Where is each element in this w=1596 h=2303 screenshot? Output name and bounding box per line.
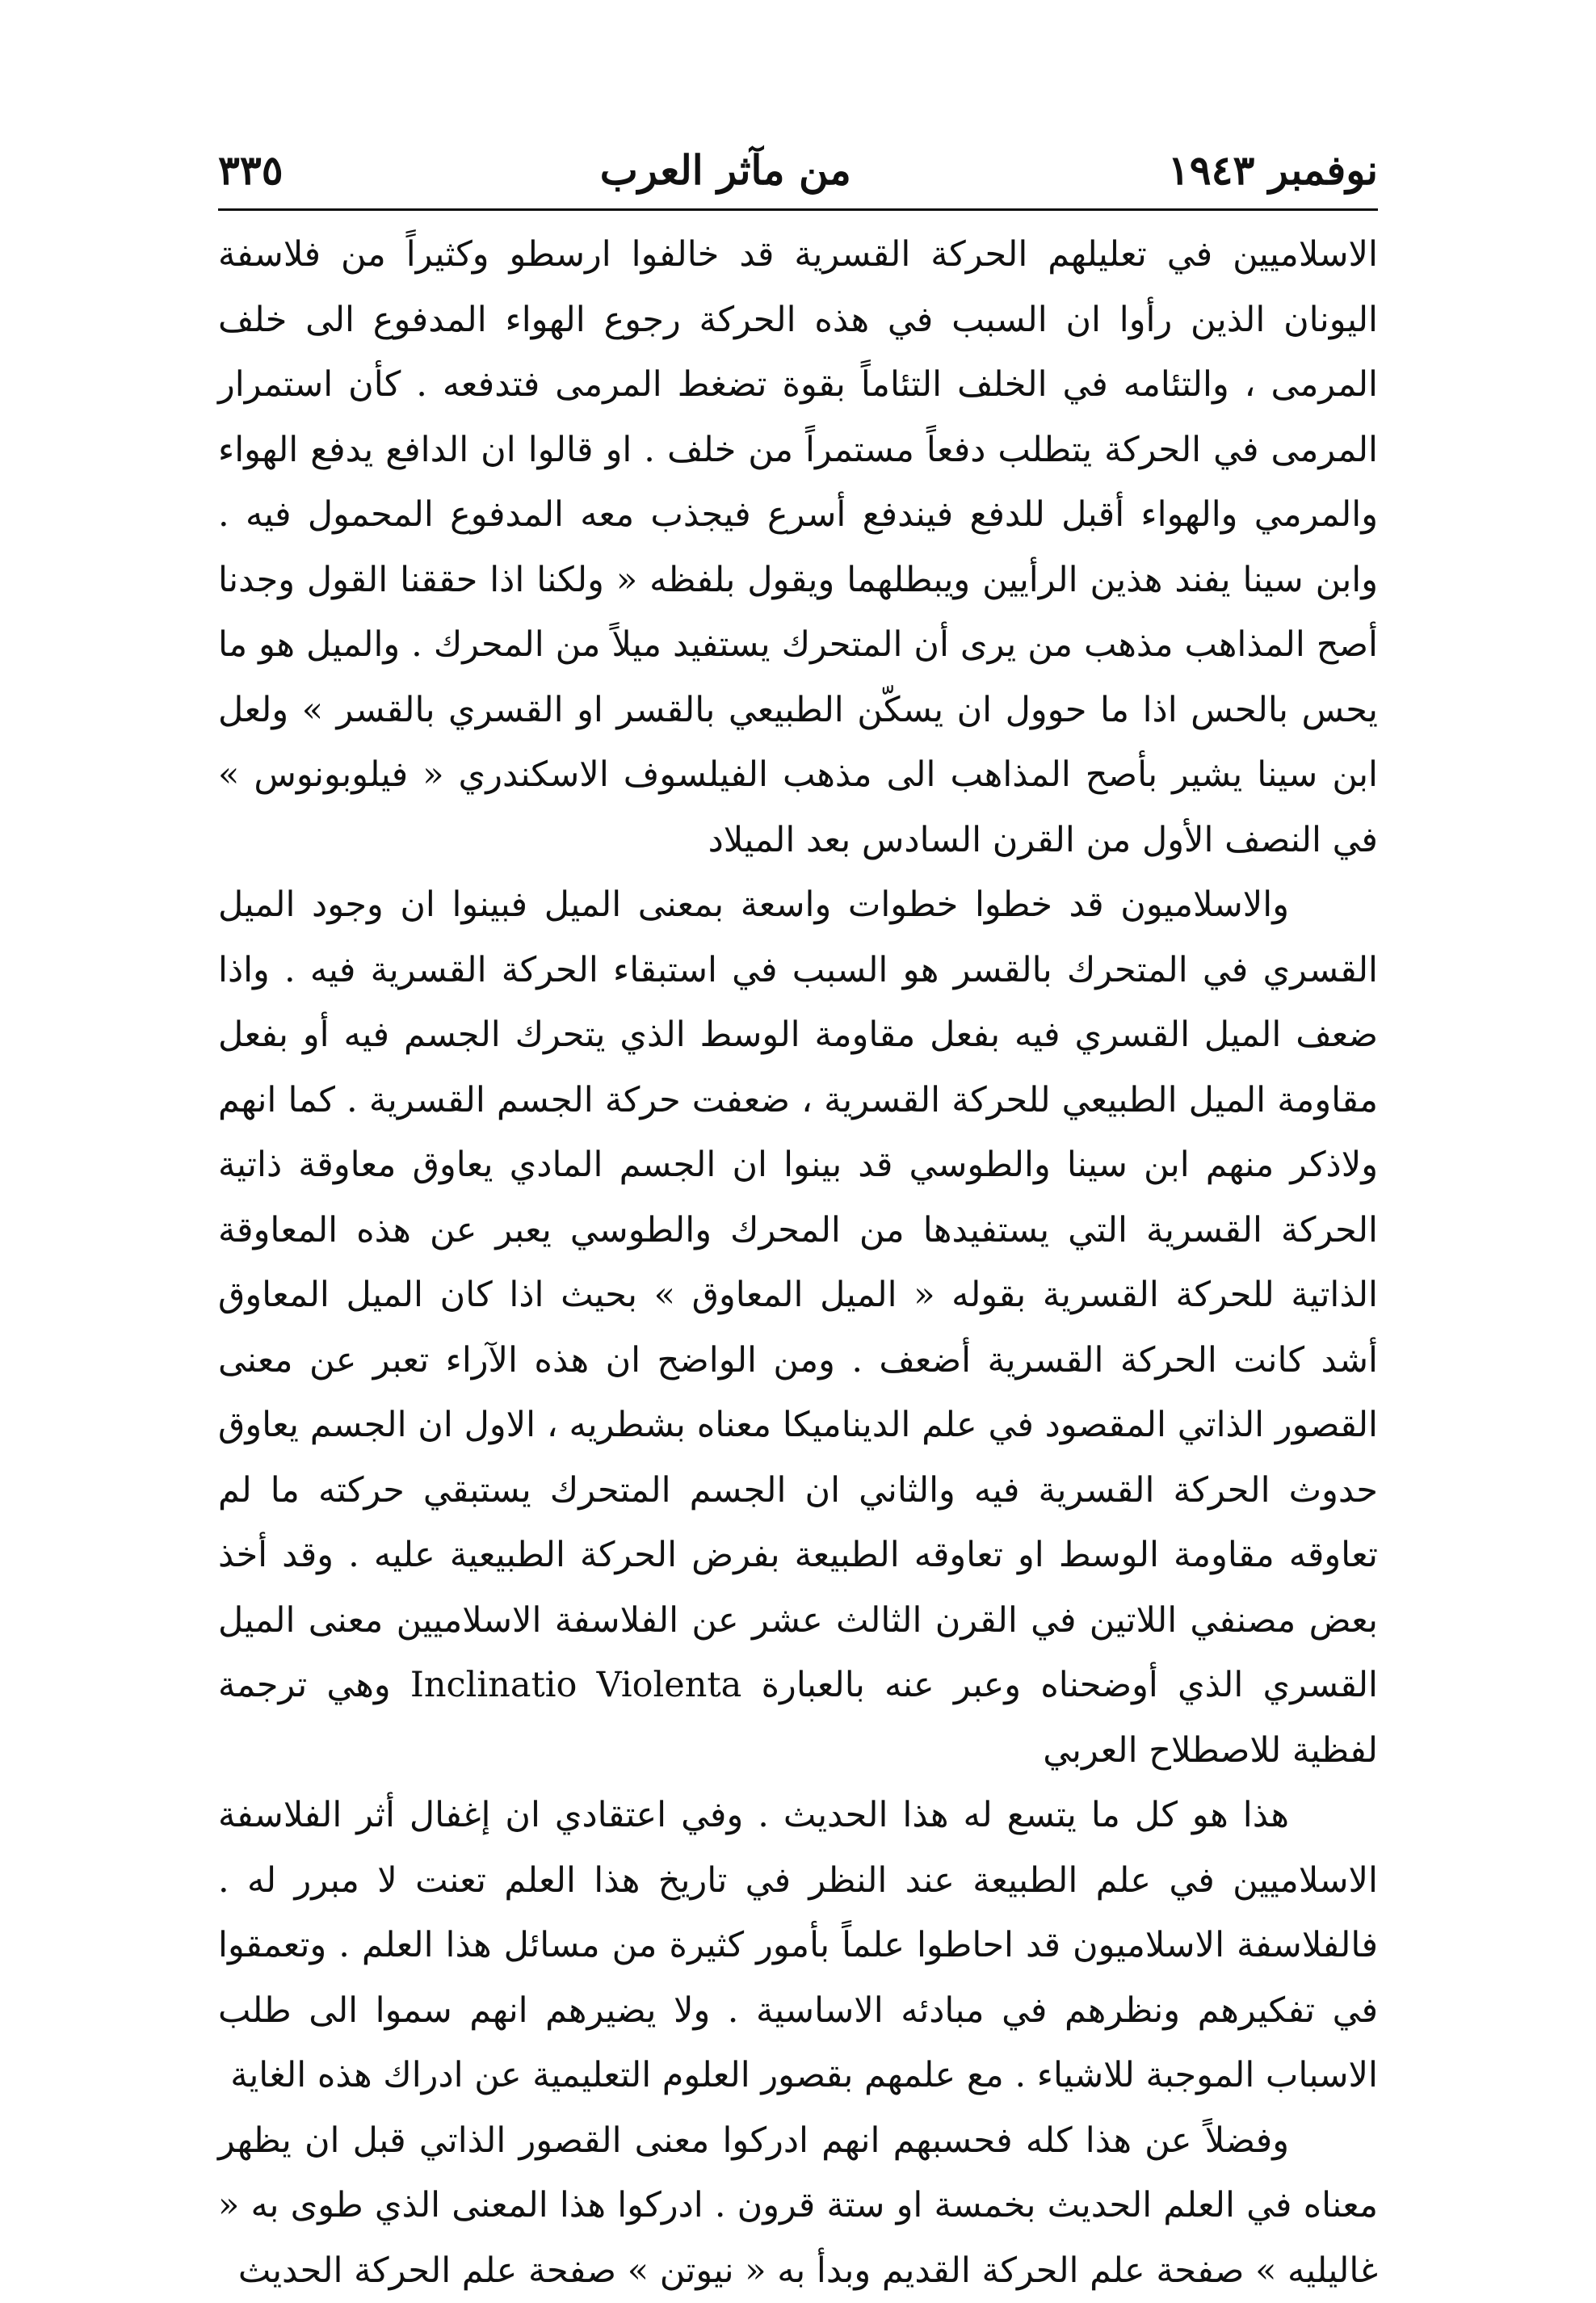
- page-header: [218, 141, 1378, 198]
- paragraph: والاسلاميون قد خطوا خطوات واسعة بمعنى الميل فبينوا ان وجود الميل القسري في المتحرك بالقسر هو السبب في استبقاء الحركة القسرية فيه . واذا ضعف الميل القسري فيه بفعل مقاومة الوسط الذي يتحرك الجسم فيه أو بفعل مقاومة الميل الطبيعي للحركة القسرية ، ضعفت حركة الجسم القسرية . كما انهم ولاذكر منهم ابن سينا والطوسي قد بينوا ان الجسم المادي يعاوق معاوقة ذاتية الحركة القسرية التي يستفيدها من المحرك والطوسي يعبر عن هذه المعاوقة الذاتية للحركة القسرية بقوله « الميل المعاوق » بحيث اذا كان الميل المعاوق أشد كانت الحركة القسرية أضعف . ومن الواضح ان هذه الآراء تعبر عن معنى القصور الذاتي المقصود في علم الديناميكا معناه بشطريه ، الاول ان الجسم يعاوق حدوث الحركة القسرية فيه والثاني ان الجسم المتحرك يستبقي حركته ما لم تعاوقه مقاومة الوسط او تعاوقه الطبيعة بفرض الحركة الطبيعية عليه . وقد أخذ بعض مصنفي اللاتين في القرن الثالث عشر عن الفلاسفة الاسلاميين معنى الميل القسري الذي أوضحناه وعبر عنه بالعبارة Inclinatio Violenta وهي ترجمة لفظية للاصطلاح العربي: [218, 872, 1378, 1783]
- article-body: [218, 222, 1378, 2303]
- header-rule: [218, 208, 1378, 211]
- running-title: من مآثر العرب: [600, 146, 851, 194]
- paragraph: وفضلاً عن هذا كله فحسبهم انهم ادركوا معنى القصور الذاتي قبل ان يظهر معناه في العلم الحديث بخمسة او ستة قرون . ادركوا هذا المعنى الذي طوى به « غاليليه » صفحة علم الحركة القديم وبدأ به « نيوتن » صفحة علم الحركة الحديث: [218, 2108, 1378, 2303]
- paragraph: هذا هو كل ما يتسع له هذا الحديث . وفي اعتقادي ان إغفال أثر الفلاسفة الاسلاميين في علم الطبيعة عند النظر في تاريخ هذا العلم تعنت لا مبرر له . فالفلاسفة الاسلاميون قد احاطوا علماً بأمور كثيرة من مسائل هذا العلم . وتعمقوا في تفكيرهم ونظرهم في مبادئه الاساسية . ولا يضيرهم انهم سموا الى طلب الاسباب الموجبة للاشياء . مع علمهم بقصور العلوم التعليمية عن ادراك هذه الغاية: [218, 1783, 1378, 2108]
- paragraph: الاسلاميين في تعليلهم الحركة القسرية قد خالفوا ارسطو وكثيراً من فلاسفة اليونان الذين رأوا ان السبب في هذه الحركة رجوع الهواء المدفوع الى خلف المرمى ، والتئامه في الخلف التئاماً بقوة تضغط المرمى فتدفعه . كأن استمرار المرمى في الحركة يتطلب دفعاً مستمراً من خلف . او قالوا ان الدافع يدفع الهواء والمرمي والهواء أقبل للدفع فيندفع أسرع فيجذب معه المدفوع المحمول فيه . وابن سينا يفند هذين الرأيين ويبطلهما ويقول بلفظه « ولكنا اذا حققنا القول وجدنا أصح المذاهب مذهب من يرى أن المتحرك يستفيد ميلاً من المحرك . والميل هو ما يحس بالحس اذا ما حوول ان يسكّن الطبيعي بالقسر او القسري بالقسر » ولعل ابن سينا يشير بأصح المذاهب الى مذهب الفيلسوف الاسكندري « فيلوبونوس » في النصف الأول من القرن السادس بعد الميلاد: [218, 222, 1378, 872]
- issue-date: نوفمبر ١٩٤٣: [1168, 146, 1378, 194]
- page-number: ٣٣٥: [218, 146, 284, 194]
